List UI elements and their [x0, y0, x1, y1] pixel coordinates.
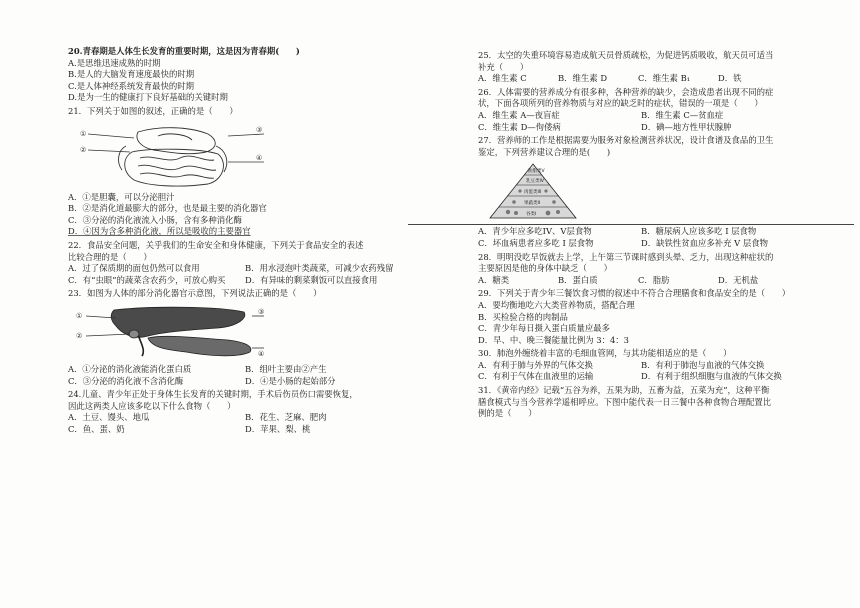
figure-label: ②: [76, 331, 83, 340]
option-a: A．糖类: [478, 274, 510, 285]
option-b: B．维生素 D: [558, 73, 608, 84]
option-c: C．③分泌的消化液流入小肠，含有多种消化酶: [68, 214, 242, 225]
question-24: [68, 389, 416, 435]
question-25: [478, 50, 798, 85]
question-stem-line-3: 例的是（ ）: [478, 408, 537, 419]
question-26: [478, 87, 798, 133]
food-pyramid-drawing: [488, 162, 578, 220]
option-b: B．糖尿病人应该多吃 I 层食物: [641, 226, 757, 237]
question-stem-line-1: 28．明明没吃早饭就去上学，上午第三节课时感到头晕、乏力，出现这种症状的: [478, 251, 774, 262]
figure-label: ③: [256, 125, 263, 134]
question-stem: 29．下列关于青少年三餐饮食习惯的叙述中不符合合理膳食和食品安全的是（ ）: [478, 288, 791, 299]
option-c: C．有“虫眼”的蔬菜含农药少，可放心购买: [68, 274, 226, 285]
option-b: B．买检验合格的肉制品: [478, 311, 568, 322]
option-d: D．无机盐: [718, 274, 759, 285]
option-c: C．坏血病患者应多吃 I 层食物: [478, 237, 594, 248]
option-a: A．过了保质期的面包仍然可以食用: [68, 263, 200, 274]
question-stem: 20.青春期是人体生长发育的重要时期，这是因为青春期( ): [68, 46, 300, 56]
question-stem: 23．如图为人体的部分消化器官示意图，下列说法正确的是（ ）: [68, 288, 322, 299]
option-d: D．早、中、晚三餐能量比例为 3：4：3: [478, 334, 629, 345]
question-stem-line-2: 鉴定，下列营养建议合理的是( ): [478, 146, 611, 157]
option-c: C．有利于气体在血液里的运输: [478, 371, 594, 382]
option-a: A．要均衡地吃六大类营养物质，搭配合理: [478, 299, 635, 310]
right-column: [478, 50, 798, 422]
question-28: [478, 252, 798, 287]
option-b: B.是人的大脑发育速度最快的时期: [68, 69, 195, 80]
figure-label: ③: [258, 307, 265, 316]
question-stem-line-2: 补充（ ）: [478, 61, 529, 72]
option-c: C.是人体神经系统发育最快的时期: [68, 80, 195, 91]
question-stem: 21．下列关于如图的叙述，正确的是（ ）: [68, 105, 238, 116]
question-stem-line-1: 22．食品安全问题，关乎我们的生命安全和身体健康，下列关于食品安全的表述: [68, 239, 364, 250]
pyramid-label-iv: 乳豆类IV: [526, 179, 544, 185]
figure-label: ①: [80, 129, 87, 138]
question-21: [68, 106, 416, 238]
option-c: C．维生素 D—佝偻病: [478, 121, 561, 132]
option-c: C．青少年每日摄入蛋白质量应最多: [478, 323, 611, 334]
option-b: B．组叶主要由②产生: [245, 363, 327, 374]
question-22: [68, 240, 416, 286]
question-31: [478, 385, 798, 420]
question-29: [478, 288, 798, 346]
figure-label: ①: [76, 311, 83, 320]
pyramid-label-v: 油脂类V: [528, 169, 545, 175]
option-d: D．有利于组织细胞与血液的气体交换: [641, 371, 782, 382]
pyramid-label-ii: 果蔬类II: [524, 201, 541, 207]
option-a: A．①分泌的消化液能消化蛋白质: [68, 363, 192, 374]
question-stem-line-1: 26．人体需要的营养成分有很多种，各种营养的缺少，会造成患者出现不同的症: [478, 86, 774, 97]
pyramid-label-i: 谷类I: [526, 212, 537, 218]
question-stem-line-1: 24.儿童、青少年正处于身体生长发育的关键时期，手术后伤员伤口需要恢复，: [68, 389, 358, 400]
option-a: A．维生素 C: [478, 73, 527, 84]
option-b: B．蛋白质: [558, 274, 598, 285]
question-stem-line-1: 25．太空的失重环境容易造成航天员骨质疏松，为促进钙质吸收，航天员可适当: [478, 50, 774, 60]
option-a: A．土豆、馒头、地瓜: [68, 412, 150, 423]
left-column: [68, 46, 416, 437]
option-b: B．②是消化道最膨大的部分，也是最主要的消化器官: [68, 203, 267, 214]
question-stem-line-2: 膳食模式与当今营养学遥相呼应。下图中能代表一日三餐中各种食物合理配置比: [478, 396, 772, 407]
question-27: [478, 135, 798, 249]
question-stem-line-2: 主要原因是他的身体中缺乏（ ）: [478, 263, 612, 274]
option-a: A．①是胆囊，可以分泌胆汁: [68, 191, 175, 202]
figure-label: ④: [256, 153, 263, 162]
option-c: C．脂肪: [638, 274, 670, 285]
option-b: B．用水浸泡叶类蔬菜，可减少农药残留: [245, 263, 394, 274]
pyramid-label-iii: 肉蛋类III: [524, 190, 542, 196]
option-b: B．维生素 C—贫血症: [641, 109, 724, 120]
option-b: B．花生、芝麻、肥肉: [245, 412, 327, 423]
option-a: A．有利于肺与外界的气体交换: [478, 359, 593, 370]
question-stem-line-1: 31．《黄帝内经》记载“五谷为养，五果为助，五畜为益，五菜为充”，这种平衡: [478, 385, 770, 396]
question-stem-line-2: 比较合理的是（ ）: [68, 251, 152, 262]
option-c: C．鱼、蛋、奶: [68, 423, 125, 434]
figure-label: ②: [80, 145, 87, 154]
liver-pancreas-figure: [68, 304, 416, 360]
question-20: [68, 46, 416, 104]
question-stem-line-2: 因此这两类人应该多吃以下什么食物（ ）: [68, 400, 236, 411]
liver-pancreas-drawing: [68, 304, 268, 360]
option-d: D．④是小肠的起始部分: [245, 375, 336, 386]
food-pyramid-figure: [488, 162, 798, 220]
option-d: D．碘—地方性甲状腺肿: [641, 121, 732, 132]
question-23: [68, 288, 416, 387]
option-d: D．铁: [718, 73, 742, 84]
option-a: A．维生素 A—夜盲症: [478, 109, 560, 120]
option-d: D.是为一生的健康打下良好基础的关键时期: [68, 92, 228, 103]
option-c: C．③分泌的消化液不含消化酶: [68, 375, 184, 386]
option-d: D．④因为含多种消化液，所以是吸收的主要器官: [68, 226, 251, 237]
option-a: A．青少年应多吃IV、V层食物: [478, 226, 592, 237]
option-c: C．维生素 B₁: [638, 73, 691, 84]
question-stem-line-1: 27．营养师的工作是根据需要为服务对象检测营养状况，设计食谱及食品的卫生: [478, 135, 774, 146]
digestive-system-figure: [68, 122, 416, 188]
option-b: B．有利于肺泡与血液的气体交换: [641, 359, 765, 370]
question-stem-line-2: 状，下面各项所列的营养物质与对应的缺乏时的症状，错误的一项是（ ）: [478, 98, 763, 109]
question-stem: 30．肺泡外缠绕着丰富的毛细血管网，与其功能相适应的是（ ）: [478, 348, 732, 359]
option-d: D．苹果、梨、桃: [245, 423, 311, 434]
figure-label: ④: [258, 349, 265, 358]
question-30: [478, 348, 798, 383]
option-d: D．缺铁性贫血应多补充 V 层食物: [641, 237, 768, 248]
option-a: A.是思维迅速成熟的时期: [68, 57, 161, 68]
option-d: D．有异味的剩菜剩饭可以直接食用: [245, 274, 378, 285]
digestive-system-drawing: [68, 122, 268, 188]
